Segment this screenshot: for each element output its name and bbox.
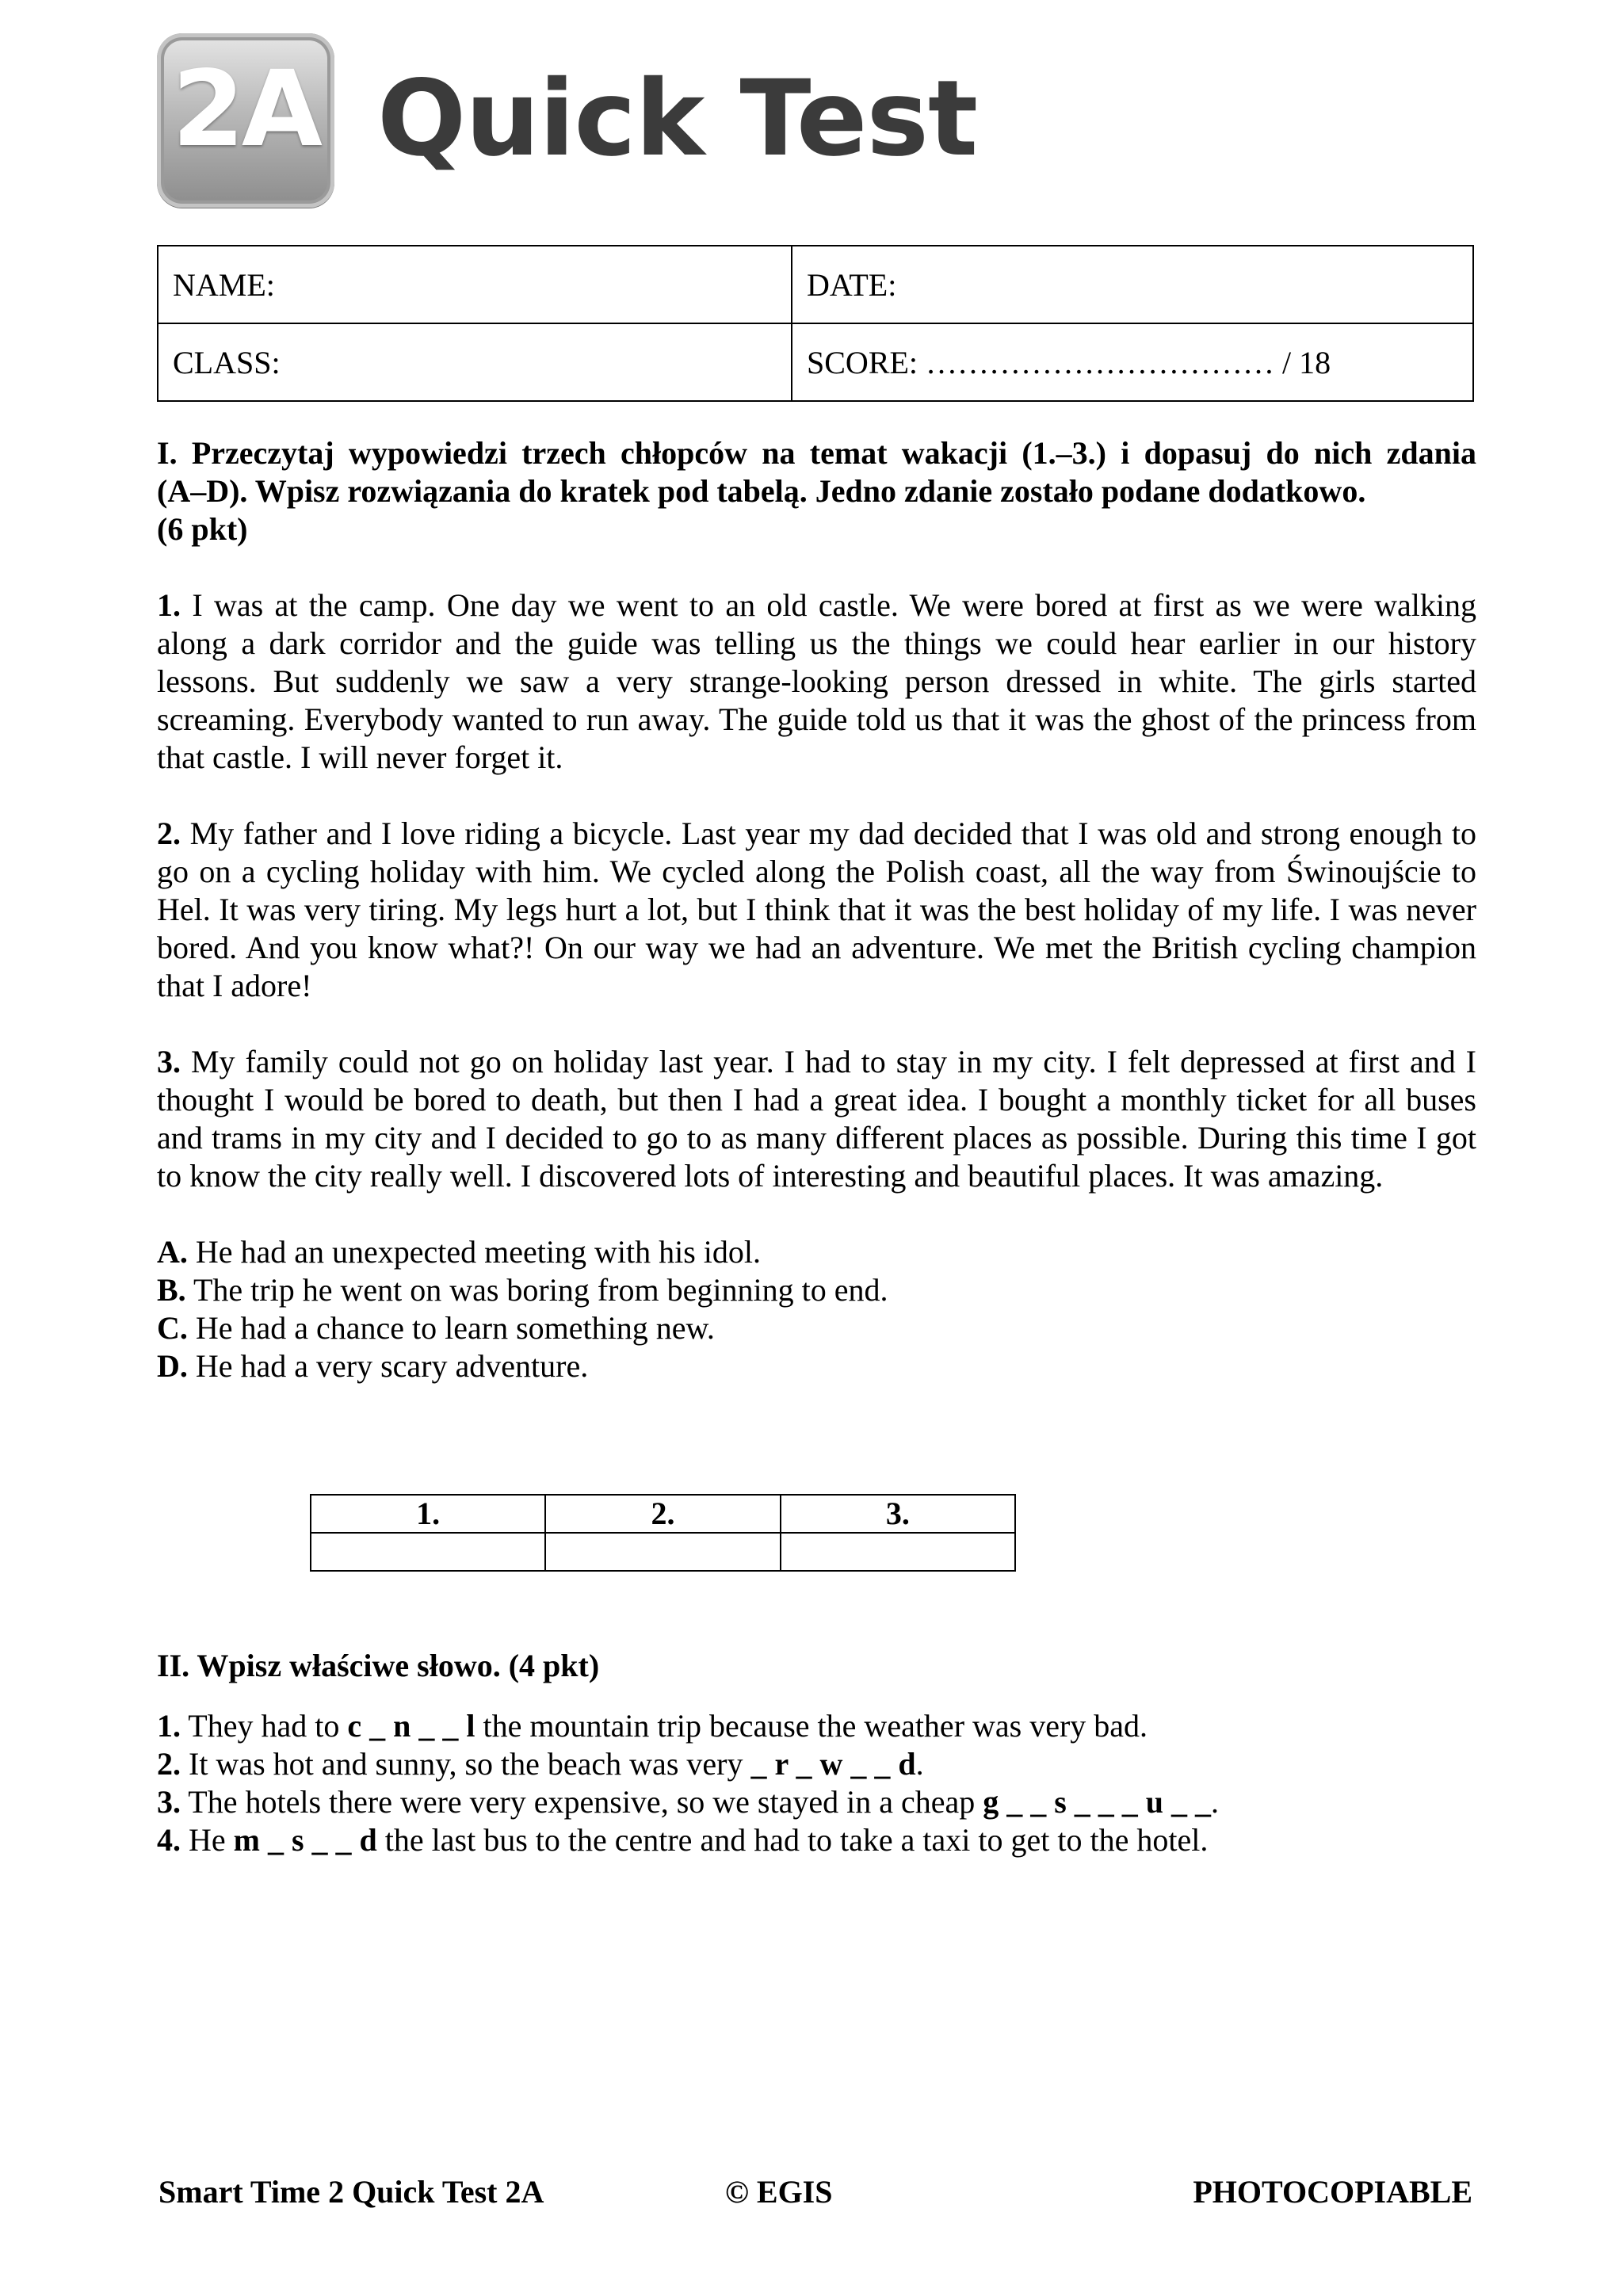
option-item <box>157 1347 1476 1385</box>
item-text: It was hot and sunny, so the beach was very <box>189 1746 743 1782</box>
answer-header: 3. <box>781 1495 1015 1533</box>
date-field[interactable]: DATE: <box>792 246 1473 323</box>
item-number: 4. <box>157 1822 181 1858</box>
instruction-line: (A–D). Wpisz rozwiązania do kratek pod tabelą. Jedno zdanie zostało podane dodatkowo. <box>157 473 1366 509</box>
item-text: the last bus to the centre and had to take a taxi to get to the hotel. <box>384 1822 1209 1858</box>
answer-header: 1. <box>311 1495 545 1533</box>
section-2 <box>157 1647 1476 1859</box>
score-field[interactable]: SCORE: …………………………… / 18 <box>792 323 1473 401</box>
page-title: Quick Test <box>377 58 978 180</box>
text-body: I was at the camp. One day we went to an old castle. We were bored at first as we were walking along a dark corridor and the guide was telling us the things we could hear earlier in our history lessons. But suddenly we saw a very strange-looking person dressed in white. The girls started screaming. Everybody wanted to run away. The guide told us that it was the ghost of the princess from that castle. I will never forget it. <box>157 587 1477 775</box>
text-number: 2. <box>157 816 181 851</box>
item-text: . <box>1211 1784 1220 1820</box>
option-letter: B. <box>157 1272 186 1308</box>
option-item <box>157 1309 1476 1347</box>
gap-fill-item <box>157 1745 1476 1783</box>
name-field[interactable]: NAME: <box>158 246 792 323</box>
item-text: the mountain trip because the weather was very bad. <box>483 1708 1148 1744</box>
text-number: 3. <box>157 1044 181 1079</box>
page-header <box>157 33 1266 216</box>
text-paragraph-2 <box>157 815 1476 1005</box>
instruction-line: (6 pkt) <box>157 511 248 547</box>
test-badge-label: 2A <box>171 48 319 170</box>
option-letter: A. <box>157 1234 188 1270</box>
test-badge-logo <box>157 33 334 208</box>
class-field[interactable]: CLASS: <box>158 323 792 401</box>
answer-box-3[interactable] <box>781 1533 1015 1571</box>
word-blank[interactable]: g _ _ s _ _ _ u _ _ <box>983 1784 1212 1820</box>
gap-fill-item <box>157 1821 1476 1859</box>
section-1-instruction <box>157 434 1476 548</box>
word-blank[interactable]: _ r _ w _ _ d <box>750 1746 916 1782</box>
option-text: He had a very scary adventure. <box>195 1348 589 1384</box>
item-text: They had to <box>188 1708 340 1744</box>
footer-book-title: Smart Time 2 Quick Test 2A <box>158 2174 544 2210</box>
option-text: He had a chance to learn something new. <box>195 1310 715 1346</box>
instruction-line: I. Przeczytaj wypowiedzi trzech chłopców na temat wakacji (1.–3.) i dopasuj do nich zdania <box>157 435 1476 471</box>
item-number: 1. <box>157 1708 181 1744</box>
option-item <box>157 1271 1476 1309</box>
item-text: The hotels there were very expensive, so we stayed in a cheap <box>188 1784 976 1820</box>
gap-fill-item <box>157 1783 1476 1821</box>
item-number: 2. <box>157 1746 181 1782</box>
footer-photocopiable: PHOTOCOPIABLE <box>1193 2174 1472 2210</box>
option-text: The trip he went on was boring from beginning to end. <box>193 1272 888 1308</box>
option-letter: D. <box>157 1348 188 1384</box>
item-number: 3. <box>157 1784 181 1820</box>
section-2-instruction: II. Wpisz właściwe słowo. (4 pkt) <box>157 1648 600 1683</box>
page-footer <box>158 2173 1472 2211</box>
option-text: He had an unexpected meeting with his idol. <box>195 1234 762 1270</box>
text-body: My father and I love riding a bicycle. Last year my dad decided that I was old and strong enough to go on a cycling holiday with him. We cycled along the Polish coast, all the way from Świnoujście to Hel. It was very tiring. My legs hurt a lot, but I think that it was the best holiday of my life. I was never bored. And you know what?! On our way we had an adventure. We met the British cycling champion that I adore! <box>157 816 1476 1003</box>
option-list <box>157 1233 1476 1385</box>
text-number: 1. <box>157 587 181 623</box>
answer-grid <box>310 1494 1016 1572</box>
option-item <box>157 1233 1476 1271</box>
option-letter: C. <box>157 1310 188 1346</box>
text-paragraph-3 <box>157 1043 1476 1195</box>
item-text: He <box>189 1822 226 1858</box>
answer-header: 2. <box>545 1495 780 1533</box>
item-text: . <box>915 1746 924 1782</box>
word-blank[interactable]: m _ s _ _ d <box>233 1822 377 1858</box>
answer-box-2[interactable] <box>545 1533 780 1571</box>
section-1 <box>157 434 1476 1385</box>
footer-copyright: © EGIS <box>725 2174 833 2210</box>
text-paragraph-1 <box>157 586 1476 777</box>
gap-fill-item <box>157 1707 1476 1745</box>
text-body: My family could not go on holiday last year. I had to stay in my city. I felt depressed at first and I thought I would be bored to death, but then I had a great idea. I bought a monthly ticket for all buses and trams in my city and I decided to go to as many different places as possible. During this time I got to know the city really well. I discovered lots of interesting and beautiful places. It was amazing. <box>157 1044 1477 1194</box>
word-blank[interactable]: c _ n _ _ l <box>347 1708 475 1744</box>
answer-box-1[interactable] <box>311 1533 545 1571</box>
student-info-table <box>157 245 1474 402</box>
